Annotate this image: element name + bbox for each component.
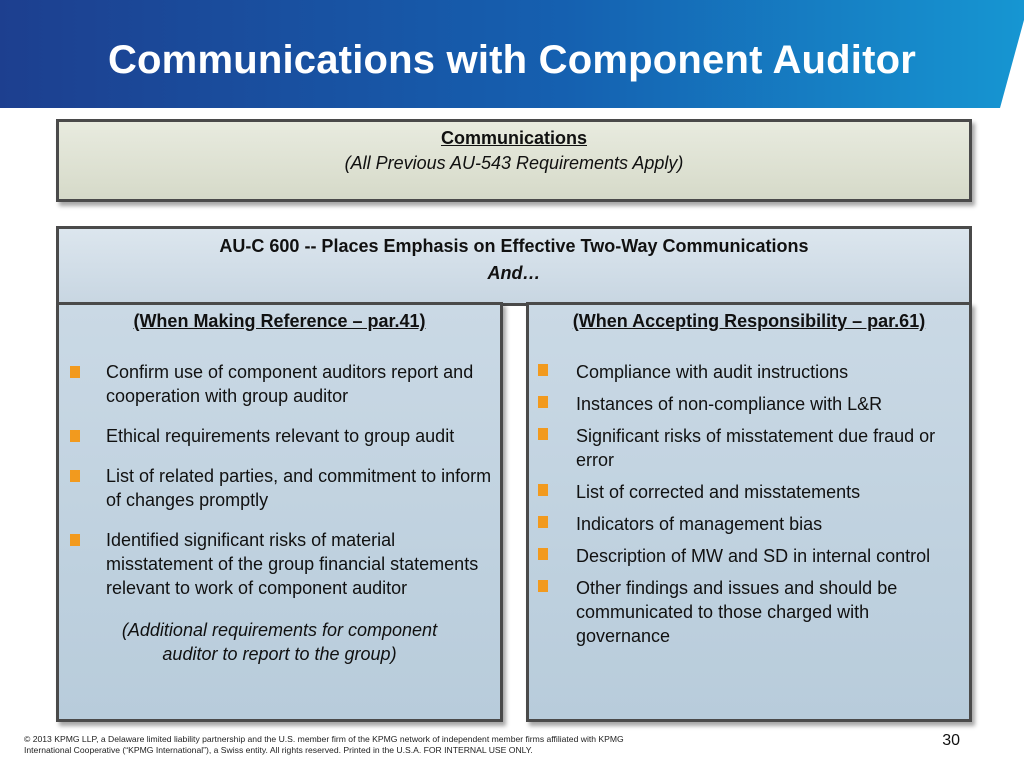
page-number: 30 — [942, 732, 960, 749]
and-subtitle: And… — [487, 263, 541, 283]
additional-requirements-note: (Additional requirements for component auditor to report to the group) — [121, 620, 438, 664]
square-bullet-icon — [70, 534, 80, 546]
square-bullet-icon — [538, 516, 548, 528]
making-reference-heading: (When Making Reference – par.41) — [133, 311, 426, 331]
square-bullet-icon — [538, 580, 548, 592]
making-reference-list — [59, 360, 500, 600]
square-bullet-icon — [538, 364, 548, 376]
au-c-600-heading: AU-C 600 -- Places Emphasis on Effective Two-Way Communications — [219, 236, 809, 256]
au-c-600-box — [56, 226, 972, 306]
list-item: Description of MW and SD in internal control — [529, 544, 969, 568]
square-bullet-icon — [538, 548, 548, 560]
communications-heading: Communications — [440, 128, 587, 148]
list-item: Ethical requirements relevant to group audit — [59, 424, 500, 448]
slide-title: Communications with Component Auditor — [107, 38, 917, 82]
slide-header — [0, 0, 1024, 108]
accepting-responsibility-heading: (When Accepting Responsibility – par.61) — [572, 311, 926, 331]
square-bullet-icon — [70, 366, 80, 378]
square-bullet-icon — [70, 470, 80, 482]
square-bullet-icon — [70, 430, 80, 442]
list-item: Other findings and issues and should be communicated to those charged with governance — [529, 576, 969, 648]
making-reference-column — [56, 302, 503, 722]
list-item: Significant risks of misstatement due fraud or error — [529, 424, 969, 472]
list-item: Confirm use of component auditors report and cooperation with group auditor — [59, 360, 500, 408]
communications-box — [56, 119, 972, 202]
accepting-responsibility-list — [529, 360, 969, 648]
list-item: Instances of non-compliance with L&R — [529, 392, 969, 416]
square-bullet-icon — [538, 484, 548, 496]
list-item: List of related parties, and commitment to inform of changes promptly — [59, 464, 500, 512]
square-bullet-icon — [538, 396, 548, 408]
square-bullet-icon — [538, 428, 548, 440]
list-item: List of corrected and misstatements — [529, 480, 969, 504]
copyright-notice: © 2013 KPMG LLP, a Delaware limited liability partnership and the U.S. member firm of the KPMG network of independent member firms affiliated with KPMG International Cooperative (“KPMG International”), a Swiss entity. All rights reserved. Printed in the U.S.A. FOR INTERNAL USE ONLY. — [24, 734, 624, 755]
list-item: Identified significant risks of material misstatement of the group financial statements relevant to work of component auditor — [59, 528, 500, 600]
accepting-responsibility-column — [526, 302, 972, 722]
communications-subtitle: (All Previous AU-543 Requirements Apply) — [344, 153, 684, 173]
list-item: Compliance with audit instructions — [529, 360, 969, 384]
list-item: Indicators of management bias — [529, 512, 969, 536]
